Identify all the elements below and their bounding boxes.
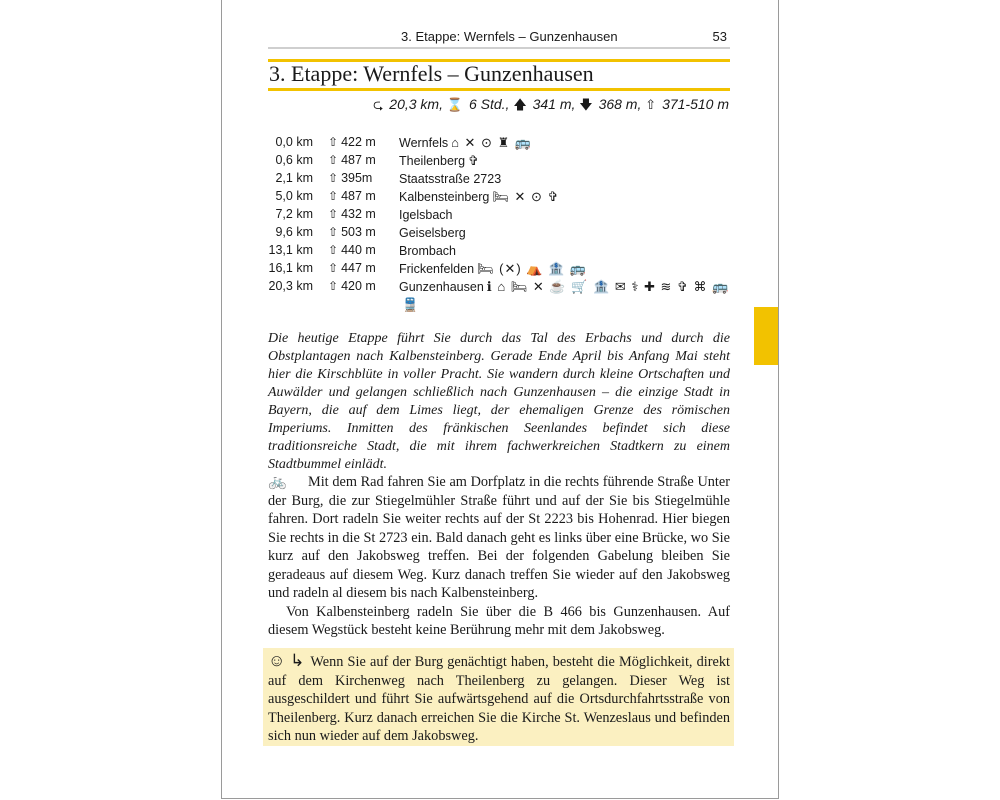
bike-section xyxy=(268,473,730,640)
route-km: 13,1 km xyxy=(268,243,313,257)
route-km: 0,0 km xyxy=(275,135,313,149)
train-icon: 🚆 xyxy=(402,297,420,312)
altitude-icon: ⇧ xyxy=(328,207,339,221)
route-altitude: 503 m xyxy=(341,225,376,239)
route-km: 9,6 km xyxy=(275,225,313,239)
altitude-icon: ⇧ xyxy=(645,97,657,112)
route-altitude: 487 m xyxy=(341,153,376,167)
altitude-icon: ⇧ xyxy=(328,225,339,239)
route-altitude: 447 m xyxy=(341,261,376,275)
stats-descent: 368 m, xyxy=(598,96,642,112)
route-km: 5,0 km xyxy=(275,189,313,203)
altitude-icon: ⇧ xyxy=(328,153,339,167)
title-bar-bottom xyxy=(268,88,730,91)
stage-stats xyxy=(373,96,729,118)
distance-icon: ⮎ xyxy=(372,97,384,112)
facility-icons: ℹ ⌂ 🛏 ✕ ☕ 🛒 🏦 ✉ ⚕ ✚ ≋ ✞ ⌘ 🚌 xyxy=(486,279,730,294)
header-rule xyxy=(268,47,730,49)
intro-paragraph: Die heutige Etappe führt Sie durch das Tal des Erbachs und durch die Obstplantagen nach Kalbensteinberg. Gerade Ende April bis Anfang Mai steht hier die Kirschblüte in voller Pracht. Sie wandern durch kleine Ortschaften und Auwälder und gelangen schließlich nach Gunzenhausen – die einzige Stadt in Bayern, die auf dem Limes liegt, der ehemaligen Grenze des römischen Imperiums. Inmitten des fränkischen Seenlandes befindet sich diese traditionsreiche Stadt, die mit ihrem fachwerkreichen Stadtkern zu einem Stadtbummel einlädt. xyxy=(268,331,730,472)
route-place: Gunzenhausen xyxy=(399,280,484,294)
altitude-icon: ⇧ xyxy=(328,279,339,293)
hourglass-icon: ⌛ xyxy=(446,97,464,112)
route-place: Igelsbach xyxy=(399,208,453,222)
route-altitude: 395m xyxy=(341,171,373,185)
facility-icons: 🛏 ✕ ⊙ ✞ xyxy=(492,189,560,204)
facility-icons: ⌂ ✕ ⊙ ♜ 🚌 xyxy=(451,135,533,150)
bike-paragraph-1: Mit dem Rad fahren Sie am Dorfplatz in die rechts führende Straße Unter der Burg, die zur Stiegelmühler Straße führt und auf der Sie bis Stiegelmühle fahren. Dort radeln Sie weiter rechts auf der St 2223 bis Hohenrad. Hier biegen Sie rechts in die St 2723 ein. Bald danach geht es links über eine Brücke, wo Sie kurz auf den Jakobsweg treffen. Bei der folgenden Gabelung bleiben Sie geradeaus auf diesem Weg. Kurz danach treffen Sie wieder auf den Jakobsweg und radeln al diesem bis nach Kalbensteinberg. xyxy=(268,474,730,601)
route-altitude: 440 m xyxy=(341,243,376,257)
bike-paragraph-2: Von Kalbensteinberg radeln Sie über die B 466 bis Gunzenhausen. Auf diesem Wegstück besteht keine Berührung mehr mit dem Jakobsweg. xyxy=(268,603,730,638)
route-place: Staatsstraße 2723 xyxy=(399,172,502,186)
route-km: 16,1 km xyxy=(268,261,313,275)
altitude-icon: ⇧ xyxy=(328,171,339,185)
chapter-thumb-tab xyxy=(754,307,778,365)
smiley-arrow-icon: ☺ ↳ xyxy=(268,651,305,670)
route-altitude: 487 m xyxy=(341,189,376,203)
page-number: 53 xyxy=(712,29,727,44)
running-header xyxy=(268,27,730,45)
altitude-icon: ⇧ xyxy=(328,261,339,275)
stats-altitude: 371-510 m xyxy=(662,96,729,112)
route-altitude: 420 m xyxy=(341,279,376,293)
altitude-icon: ⇧ xyxy=(328,243,339,257)
altitude-icon: ⇧ xyxy=(328,135,339,149)
tip-content xyxy=(268,652,730,746)
route-altitude: 422 m xyxy=(341,135,376,149)
route-place: Kalbensteinberg xyxy=(399,190,490,204)
stats-ascent: 341 m, xyxy=(532,96,576,112)
arrow-up-icon: 🡅 xyxy=(513,97,527,112)
route-km: 7,2 km xyxy=(275,207,313,221)
altitude-icon: ⇧ xyxy=(328,189,339,203)
bicycle-icon: 🚲 xyxy=(268,474,287,490)
facility-icons: ✞ xyxy=(468,153,480,168)
route-place: Wernfels xyxy=(399,136,449,150)
route-altitude: 432 m xyxy=(341,207,376,221)
route-place: Theilenberg xyxy=(399,154,466,168)
tip-text: Wenn Sie auf der Burg genächtigt haben, besteht die Möglichkeit, direkt auf dem Kirchenweg nach Theilenberg zu gelangen. Dieser Weg ist ausgeschildert und führt Sie aufwärtsgehend auf die Ortsdurchfahrtsstraße von Theilenberg. Kurz danach erreichen Sie die Kirche St. Wenzeslaus und befinden sich nun wieder auf dem Jakobsweg. xyxy=(268,654,730,744)
arrow-down-icon: 🡇 xyxy=(579,97,593,112)
stats-distance: 20,3 km, xyxy=(389,96,443,112)
route-km: 2,1 km xyxy=(275,171,313,185)
route-place: Frickenfelden xyxy=(399,262,475,276)
page-title: 3. Etappe: Wernfels – Gunzenhausen xyxy=(269,61,594,86)
facility-icons: 🛏 (✕) ⛺ 🏦 🚌 xyxy=(477,261,588,276)
stats-time: 6 Std., xyxy=(468,96,510,112)
route-place: Brombach xyxy=(399,244,456,258)
route-place: Geiselsberg xyxy=(399,226,466,240)
route-km: 20,3 km xyxy=(268,279,313,293)
route-km: 0,6 km xyxy=(275,153,313,167)
running-title: 3. Etappe: Wernfels – Gunzenhausen xyxy=(401,29,618,44)
